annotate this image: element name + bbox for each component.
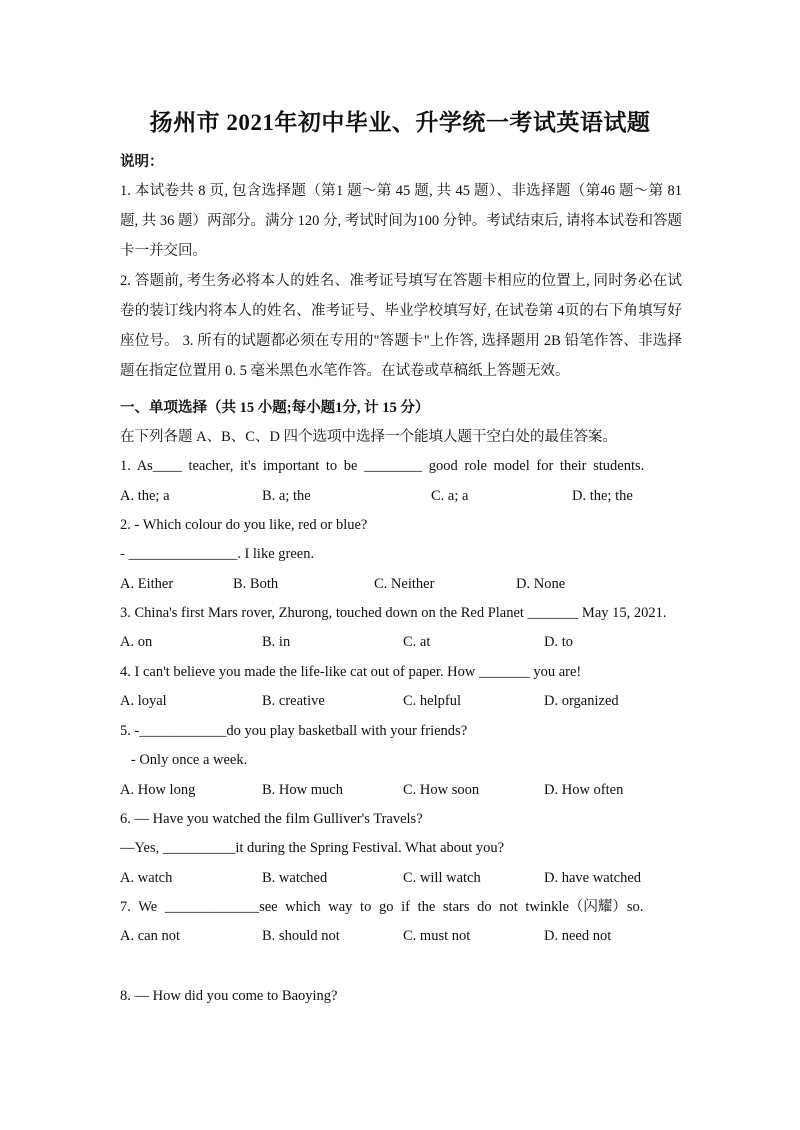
option-b: B. in: [262, 634, 291, 650]
option-a: A. loyal: [120, 693, 167, 709]
option-c: C. will watch: [403, 870, 481, 886]
option-a: A. Either: [120, 576, 174, 592]
option-c: C. Neither: [374, 576, 435, 592]
option-a: A. How long: [120, 782, 196, 798]
option-b: B. a; the: [262, 488, 311, 504]
question-stem: 6. — Have you watched the film Gulliver's Travels?: [120, 811, 423, 827]
option-c: C. How soon: [403, 782, 480, 798]
option-d: D. need not: [544, 928, 612, 944]
page-title: 扬州市 2021年初中毕业、升学统一考试英语试题: [149, 110, 651, 135]
question-stem: 2. - Which colour do you like, red or blue?: [120, 517, 368, 533]
option-c: C. helpful: [403, 693, 461, 709]
section-instruction: 在下列各题 A、B、C、D 四个选项中选择一个能填人题干空白处的最佳答案。: [120, 429, 618, 445]
option-d: D. have watched: [544, 870, 642, 886]
option-d: D. organized: [544, 693, 619, 709]
question-stem: 1. As____ teacher, it's important to be ________ good role model for their students.: [120, 458, 645, 474]
note-1: 1. 本试卷共 8 页, 包含选择题（第1 题～第 45 题, 共 45 题）、非选择题（第46 题～第 81 题, 共 36 题）两部分。满分 120 分, 考试时间为100 分钟。考试结束后, 请将本试卷和答题卡一并交回。: [120, 183, 682, 259]
notes-body: [120, 176, 682, 386]
question-stem: - _______________. I like green.: [120, 546, 315, 562]
option-b: B. How much: [262, 782, 343, 798]
option-a: A. watch: [120, 870, 173, 886]
note-2: 2. 答题前, 考生务必将本人的姓名、准考证号填写在答题卡相应的位置上, 同时务必在试卷的装订线内将本人的姓名、准考证号、毕业学校填写好, 在试卷第 4页的右下角填写好座位号。 3. 所有的试题都必须在专用的"答题卡"上作答, 选择题用 2B 铅笔作答、非选择题在指定位置用 0. 5 毫米黑色水笔作答。在试卷或草稿纸上答题无效。: [120, 273, 682, 379]
option-d: D. None: [516, 576, 566, 592]
option-a: A. on: [120, 634, 153, 650]
question-stem: 3. China's first Mars rover, Zhurong, touched down on the Red Planet _______ May 15, 2021.: [120, 605, 667, 621]
question-stem: 8. — How did you come to Baoying?: [120, 988, 338, 1004]
question-stem: 4. I can't believe you made the life-like cat out of paper. How _______ you are!: [120, 664, 582, 680]
option-b: B. should not: [262, 928, 340, 944]
notes-label: 说明：: [120, 154, 164, 170]
section-heading: 一、单项选择（共 15 小题;每小题1分, 计 15 分）: [120, 400, 430, 416]
option-c: C. must not: [403, 928, 471, 944]
option-a: A. the; a: [120, 488, 170, 504]
question-stem: 7. We _____________see which way to go if the stars do not twinkle（闪耀）so.: [120, 899, 644, 915]
question-stem: —Yes, __________it during the Spring Festival. What about you?: [120, 840, 505, 856]
question-stem: - Only once a week.: [120, 752, 248, 768]
option-a: A. can not: [120, 928, 180, 944]
option-b: B. Both: [233, 576, 279, 592]
option-d: D. to: [544, 634, 573, 650]
option-b: B. watched: [262, 870, 328, 886]
option-d: D. the; the: [572, 488, 633, 504]
question-stem: 5. -____________do you play basketball with your friends?: [120, 723, 468, 739]
option-c: C. at: [403, 634, 431, 650]
option-c: C. a; a: [431, 488, 469, 504]
option-b: B. creative: [262, 693, 325, 709]
option-d: D. How often: [544, 782, 624, 798]
